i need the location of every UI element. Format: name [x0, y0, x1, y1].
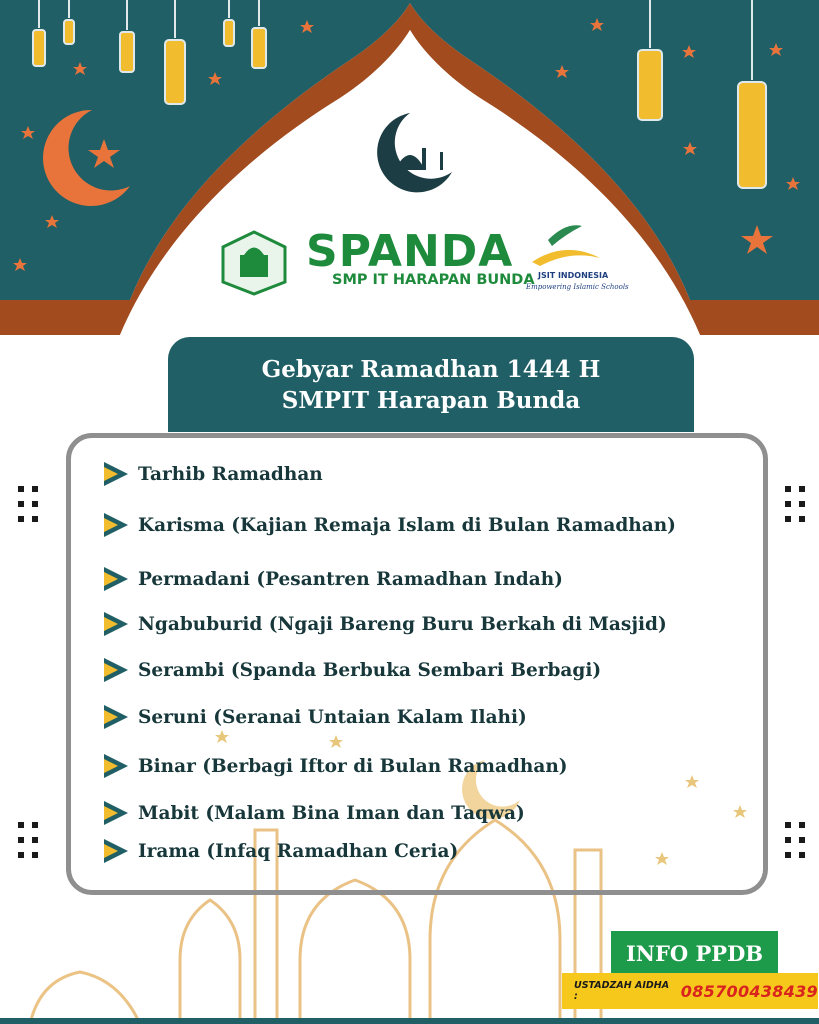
list-item: [100, 653, 601, 687]
play-arrow-icon: [100, 609, 130, 639]
list-item-label: Binar (Berbagi Iftor di Bulan Ramadhan): [138, 755, 568, 777]
dot: [799, 501, 805, 507]
play-arrow-icon: [100, 798, 130, 828]
jsit-logo-name: JSIT INDONESIA: [538, 271, 609, 280]
play-arrow-icon: [100, 702, 130, 732]
dot-grid-icon: [785, 486, 809, 528]
play-arrow-icon: [100, 564, 130, 594]
list-item: [100, 749, 568, 783]
dot: [799, 852, 805, 858]
dot: [785, 837, 791, 843]
list-item: [100, 834, 458, 868]
list-item: [100, 508, 676, 542]
dot: [785, 852, 791, 858]
list-item-label: Irama (Infaq Ramadhan Ceria): [138, 840, 459, 862]
bottom-rule: [0, 1018, 819, 1024]
list-item: [100, 562, 563, 596]
heading-line-2: SMPIT Harapan Bunda: [281, 386, 581, 414]
play-arrow-icon: [100, 655, 130, 685]
dot: [32, 501, 38, 507]
dot: [18, 852, 24, 858]
dot: [32, 837, 38, 843]
list-item: [100, 607, 667, 641]
list-item-label: Mabit (Malam Bina Iman dan Taqwa): [138, 802, 525, 824]
dot: [785, 822, 791, 828]
school-emblem-icon: [223, 232, 285, 294]
dot: [18, 822, 24, 828]
dot: [799, 486, 805, 492]
play-arrow-icon: [100, 459, 130, 489]
dot: [799, 822, 805, 828]
dot: [18, 516, 24, 522]
play-arrow-icon: [100, 510, 130, 540]
dot: [32, 516, 38, 522]
list-item-label: Karisma (Kajian Remaja Islam di Bulan Ramadhan): [138, 514, 676, 536]
dot: [785, 501, 791, 507]
dot: [32, 852, 38, 858]
dot: [18, 837, 24, 843]
list-item: [100, 457, 323, 491]
dot: [18, 501, 24, 507]
contact-name: USTADZAH AIDHA :: [574, 980, 670, 1002]
list-item-label: Serambi (Spanda Berbuka Sembari Berbagi): [138, 659, 602, 681]
dot-grid-icon: [18, 822, 42, 864]
play-arrow-icon: [100, 836, 130, 866]
heading-band: [168, 337, 694, 432]
list-item-label: Ngabuburid (Ngaji Bareng Buru Berkah di Masjid): [138, 613, 667, 635]
dot: [799, 516, 805, 522]
list-item: [100, 700, 527, 734]
list-item-label: Permadani (Pesantren Ramadhan Indah): [138, 568, 563, 590]
dot: [785, 516, 791, 522]
jsit-logo-tagline: Empowering Islamic Schools: [526, 283, 629, 291]
dot-grid-icon: [785, 822, 809, 864]
dot-grid-icon: [18, 486, 42, 528]
info-ppdb-badge: INFO PPDB: [611, 931, 778, 975]
dot: [785, 486, 791, 492]
spanda-logo-subtitle: SMP IT HARAPAN BUNDA: [332, 272, 535, 288]
dot: [18, 486, 24, 492]
list-item: [100, 796, 525, 830]
dot: [32, 486, 38, 492]
list-item-label: Seruni (Seranai Untaian Kalam Ilahi): [138, 706, 527, 728]
contact-phone: 085700438439: [680, 981, 818, 1001]
dot: [32, 822, 38, 828]
list-item-label: Tarhib Ramadhan: [138, 463, 323, 485]
spanda-logo-text: SPANDA: [306, 226, 514, 277]
heading-line-1: Gebyar Ramadhan 1444 H: [261, 355, 601, 383]
contact-bar: [562, 973, 818, 1009]
play-arrow-icon: [100, 751, 130, 781]
dot: [799, 837, 805, 843]
